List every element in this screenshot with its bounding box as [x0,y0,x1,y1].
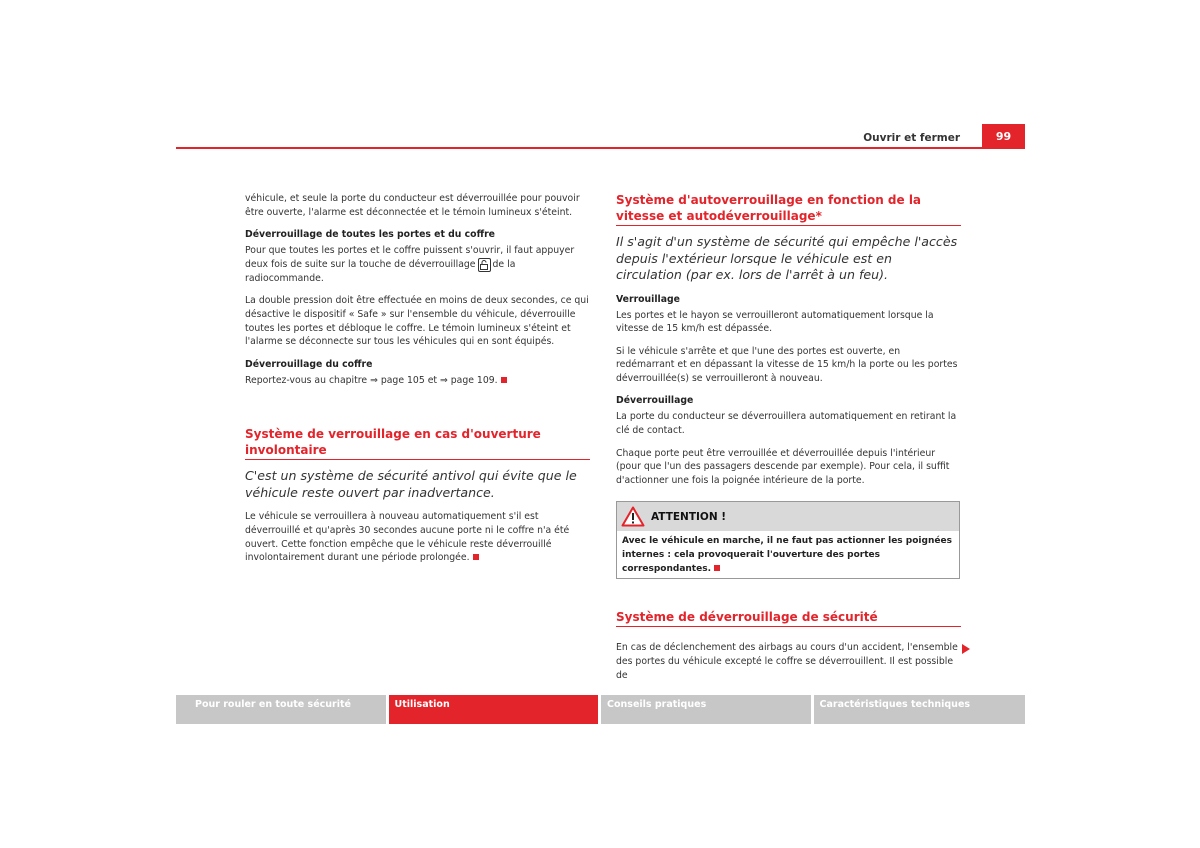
section-title-autolock: Système d'autoverrouillage en fonction de la vitesse et autodéverrouillage* [616,192,961,226]
section-lead-involuntary: C'est un système de sécurité antivol qui évite que le véhicule reste ouvert par inadvertance. [245,468,577,500]
double-press-paragraph: La double pression doit être effectuée en moins de deux secondes, ce qui désactive le dispositif « Safe » sur l'ensemble du véhicule, déverrouille toutes les portes et débloque le coffre. Le témoin lumineux s'éteint et l'alarme se déconnecte sur tous les véhicules qui en sont équipés. [245,295,589,348]
warning-box [616,501,960,579]
section-lead-autolock: Il s'agit d'un système de sécurité qui empêche l'accès depuis l'extérieur lorsque le véhicule est en circulation (par ex. lors de l'arrêt à un feu). [616,234,958,282]
warning-text: Avec le véhicule en marche, il ne faut pas actionner les poignées internes : cela provoquerait l'ouverture des portes correspondantes. [622,536,952,575]
trunk-paragraph [245,374,590,388]
unlock-icon [478,258,491,272]
unlocking-paragraph-1: La porte du conducteur se déverrouillera automatiquement en retirant la clé de contact. [616,411,957,437]
trunk-text: Reportez-vous au chapitre ⇒ page 105 et ⇒ page 109. [245,374,498,386]
header-rule [176,147,1025,149]
left-column [245,192,590,574]
end-marker [473,554,479,560]
subheading-unlocking: Déverrouillage [616,395,694,407]
intro-paragraph: véhicule, et seule la porte du conducteur est déverrouillée pour pouvoir être ouverte, l'alarme est déconnectée et le témoin lumineux s'éteint. [245,193,580,218]
warning-header [617,502,959,531]
page-number: 99 [982,124,1025,148]
right-column [616,192,961,691]
involuntary-paragraph [245,510,590,564]
end-marker [501,377,507,383]
section-title-safety-unlock: Système de déverrouillage de sécurité [616,609,961,627]
subheading-unlock-trunk: Déverrouillage du coffre [245,358,373,370]
warning-body [617,531,959,578]
end-marker [714,565,720,571]
page-header-title: Ouvrir et fermer [863,132,960,144]
unlocking-paragraph-2: Chaque porte peut être verrouillée et déverrouillée depuis l'intérieur (pour que l'un des passagers descende par exemple). Pour cela, il suffit d'actionner une fois la poignée intérieure de la porte. [616,447,950,486]
section-title-involuntary: Système de verrouillage en cas d'ouverture involontaire [245,426,590,460]
locking-paragraph-1: Les portes et le hayon se verrouilleront automatiquement lorsque la vitesse de 15 km/h est dépassée. [616,309,934,335]
subheading-unlock-all: Déverrouillage de toutes les portes et du coffre [245,229,495,241]
arrow-right-icon[interactable] [962,644,970,654]
involuntary-text: Le véhicule se verrouillera à nouveau automatiquement s'il est déverrouillé et qu'après 30 secondes aucune porte ni le coffre n'a été ouvert. Cette fonction empêche que le véhicule reste déverrouillé involontairement durant une période prolongée. [245,511,570,564]
tab-practical-tips[interactable]: Conseils pratiques [601,695,811,724]
tab-technical-specs[interactable]: Caractéristiques techniques [814,695,1025,724]
tab-safety[interactable]: Pour rouler en toute sécurité [176,695,386,724]
warning-triangle-icon [621,506,645,527]
safety-unlock-paragraph: En cas de déclenchement des airbags au cours d'un accident, l'ensemble des portes du véhicule excepté le coffre se déverrouillent. Il est possible de [616,642,958,681]
tab-utilisation[interactable]: Utilisation [389,695,599,724]
locking-paragraph-2: Si le véhicule s'arrête et que l'une des portes est ouverte, en redémarrant et en dépassant la vitesse de 15 km/h la porte ou les portes déverrouillée(s) se verrouilleront à nouveau. [616,345,958,384]
unlock-all-paragraph [245,244,590,285]
subheading-locking: Verrouillage [616,293,680,305]
unlock-all-text-a: Pour que toutes les portes et le coffre puissent s'ouvrir, il faut appuyer deux fois de suite sur la touche de déverrouillage [245,245,575,270]
warning-title: ATTENTION ! [651,510,727,523]
footer-tabs [176,695,1025,724]
unlock-all-text-b: de la radiocommande. [245,258,516,284]
